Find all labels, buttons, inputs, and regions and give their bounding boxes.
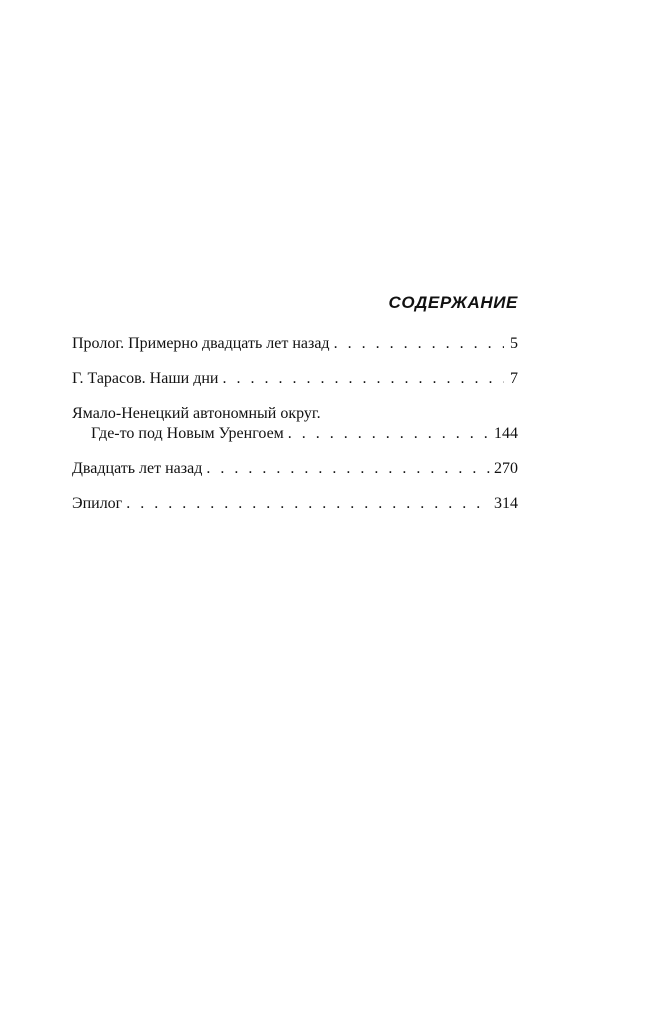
dot-leader [222, 369, 504, 389]
dot-leader [334, 334, 504, 354]
toc-heading: СОДЕРЖАНИЕ [388, 293, 518, 312]
toc-entry-title-line1: Ямало-Ненецкий автономный округ. [72, 405, 321, 422]
toc-entry-title: Двадцать лет назад [72, 460, 203, 477]
toc-entry-yamal [72, 404, 518, 444]
toc-entry-page: 314 [494, 495, 518, 512]
toc-entry-title-line2: Где-то под Новым Уренгоем [91, 425, 284, 442]
toc-entry-title: Пролог. Примерно двадцать лет назад [72, 335, 330, 352]
toc-entry-epilogue [72, 494, 518, 514]
dot-leader [206, 459, 490, 479]
dot-leader [288, 424, 490, 444]
toc-entry-twenty-years-ago [72, 459, 518, 479]
toc-entry-page: 5 [510, 335, 518, 352]
toc-entry-page: 270 [494, 460, 518, 477]
toc-entry-tarasov [72, 369, 518, 389]
table-of-contents [72, 292, 518, 529]
toc-entry-prologue [72, 334, 518, 354]
dot-leader [126, 494, 490, 514]
toc-entry-title: Г. Тарасов. Наши дни [72, 370, 219, 387]
toc-entry-title: Эпилог [72, 495, 123, 512]
toc-entry-page: 7 [510, 370, 518, 387]
toc-entry-page: 144 [494, 425, 518, 442]
